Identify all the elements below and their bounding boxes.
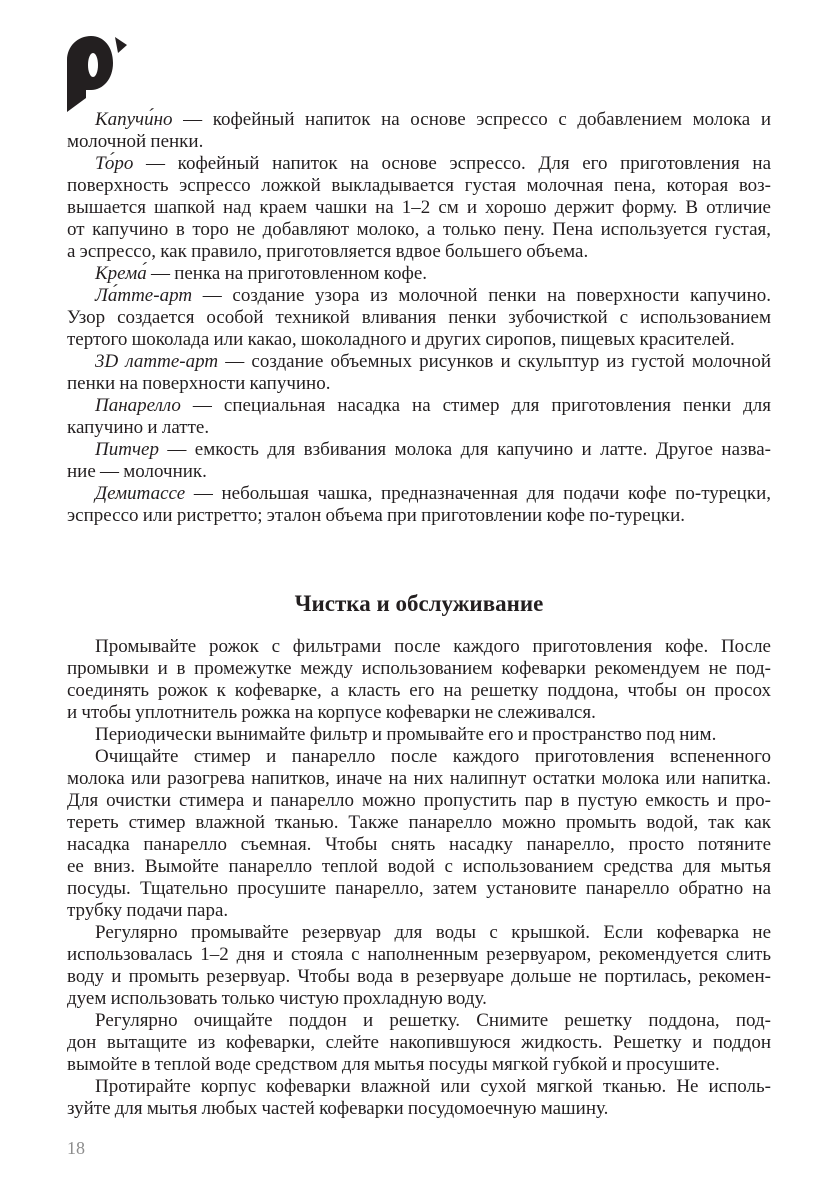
glossary-entry (67, 483, 771, 527)
glossary-definition: — пенка на приготовленном кофе. (150, 263, 428, 284)
text-line: использовалась 1–2 дня и стояла с наполненным резервуаром, рекомендуется слить (67, 944, 771, 965)
text-line: дон вытащите из кофеварки, слейте накопившуюся жидкость. Решетку и поддон (67, 1032, 771, 1053)
glossary-definition: — кофейный напиток на основе эспрессо. Для его приготовления на (146, 153, 771, 174)
text-line (67, 351, 771, 373)
brand-logo-graphic (60, 30, 130, 116)
paragraph (67, 724, 771, 746)
paragraph (67, 636, 771, 724)
glossary-definition: — создание объемных рисунков и скульптур из густой молочной (225, 351, 772, 372)
text-line: соединять рожок к кофеварке, а класть его на решетку поддона, чтобы он просох (67, 680, 771, 701)
text-line: Для очистки стимера и панарелло можно пропустить пар в пустую емкость и про- (67, 790, 771, 811)
text-line: воду и промыть резервуар. Чтобы вода в резервуаре дольше не портилась, рекомен- (67, 966, 771, 987)
section-body (67, 636, 771, 1120)
text-line (67, 395, 771, 417)
text-line: молока или разогрева напитков, иначе на них налипнут остатки молока или напитка. (67, 768, 771, 789)
text-line (67, 263, 771, 285)
text-line: тертого шоколада или какао, шоколадного и других сиропов, пищевых красителей. (67, 329, 735, 350)
glossary-entry (67, 395, 771, 439)
text-line: от капучино в торо не добавляют молоко, а только пену. Пена используется густая, (67, 219, 771, 240)
glossary-term: То́ро (95, 153, 134, 174)
text-line: а эспрессо, как правило, приготовляется вдвое большего объема. (67, 241, 589, 262)
glossary-term: Ла́тте-арт (95, 285, 193, 306)
text-line: капучино и латте. (67, 417, 210, 438)
glossary-entry (67, 351, 771, 395)
text-line: молочной пенки. (67, 131, 204, 152)
text-line: Узор создается особой техникой вливания пенки зубочисткой с использованием (67, 307, 771, 328)
glossary-definition: — небольшая чашка, предназначенная для подачи кофе по-турецки, (193, 483, 771, 504)
text-line: поверхность эспрессо ложкой выкладывается густая молочная пена, которая воз- (67, 175, 771, 196)
text-line: промывки и в промежутке между использованием кофеварки рекомендуем не под- (67, 658, 771, 679)
glossary-entry (67, 153, 771, 263)
page-number: 18 (67, 1138, 85, 1158)
text-line: Периодически вынимайте фильтр и промывайте его и пространство под ним. (95, 724, 717, 745)
text-line (67, 109, 771, 131)
text-line: и чтобы уплотнитель рожка на корпусе кофеварки не слеживался. (67, 702, 596, 723)
text-line: ее вниз. Вымойте панарелло теплой водой с использованием средства для мытья (67, 856, 771, 877)
text-line: вымойте в теплой воде средством для мытья посуды мягкой губкой и просушите. (67, 1054, 720, 1075)
text-line: посуды. Тщательно просушите панарелло, затем установите панарелло обратно на (67, 878, 771, 899)
text-line: дуем использовать только чистую прохладную воду. (67, 988, 487, 1009)
glossary-term: Капучи́но (95, 109, 173, 130)
paragraph (67, 922, 771, 1010)
text-line: Промывайте рожок с фильтрами после каждого приготовления кофе. После (95, 636, 771, 657)
text-line (67, 439, 771, 461)
glossary-entry (67, 263, 771, 285)
text-line: трубку подачи пара. (67, 900, 229, 921)
text-line: вышается шапкой над краем чашки на 1–2 см и хорошо держит форму. В отличие (67, 197, 771, 218)
brand-logo-icon (60, 30, 130, 116)
text-line: пенки на поверхности капучино. (67, 373, 331, 394)
glossary (67, 109, 771, 527)
glossary-entry (67, 285, 771, 351)
glossary-term: 3D латте-арт (95, 351, 219, 372)
text-line: эспрессо или ристретто; эталон объема при приготовлении кофе по-турецки. (67, 505, 686, 526)
paragraph (67, 1010, 771, 1076)
text-line: Протирайте корпус кофеварки влажной или сухой мягкой тканью. Не исполь- (95, 1076, 771, 1097)
glossary-entry (67, 109, 771, 153)
text-line: зуйте для мытья любых частей кофеварки посудомоечную машину. (67, 1098, 609, 1119)
glossary-definition: — создание узора из молочной пенки на поверхности капучино. (202, 285, 771, 306)
text-line: тереть стимер влажной тканью. Также панарелло можно промыть водой, так как (67, 812, 771, 833)
text-line: ние — молочник. (67, 461, 207, 482)
glossary-entry (67, 439, 771, 483)
text-line: Регулярно очищайте поддон и решетку. Снимите решетку поддона, под- (95, 1010, 771, 1031)
text-line (67, 285, 771, 307)
paragraph (67, 1076, 771, 1120)
glossary-term: Крема́ (95, 263, 147, 284)
glossary-term: Демитассе (95, 483, 186, 504)
section-title: Чистка и обслуживание (294, 591, 544, 616)
glossary-definition: — кофейный напиток на основе эспрессо с добавлением молока и (183, 109, 771, 130)
glossary-term: Панарелло (95, 395, 181, 416)
glossary-term: Питчер (95, 439, 159, 460)
text-line: Регулярно промывайте резервуар для воды с крышкой. Если кофеварка не (95, 922, 771, 943)
glossary-definition: — емкость для взбивания молока для капучино и латте. Другое назва- (167, 439, 771, 460)
text-line (67, 483, 771, 505)
text-line: насадка панарелло съемная. Чтобы снять насадку панарелло, просто потяните (67, 834, 771, 855)
glossary-definition: — специальная насадка на стимер для приготовления пенки для (192, 395, 771, 416)
text-line (67, 153, 771, 175)
text-line: Очищайте стимер и панарелло после каждого приготовления вспененного (95, 746, 771, 767)
paragraph (67, 746, 771, 922)
